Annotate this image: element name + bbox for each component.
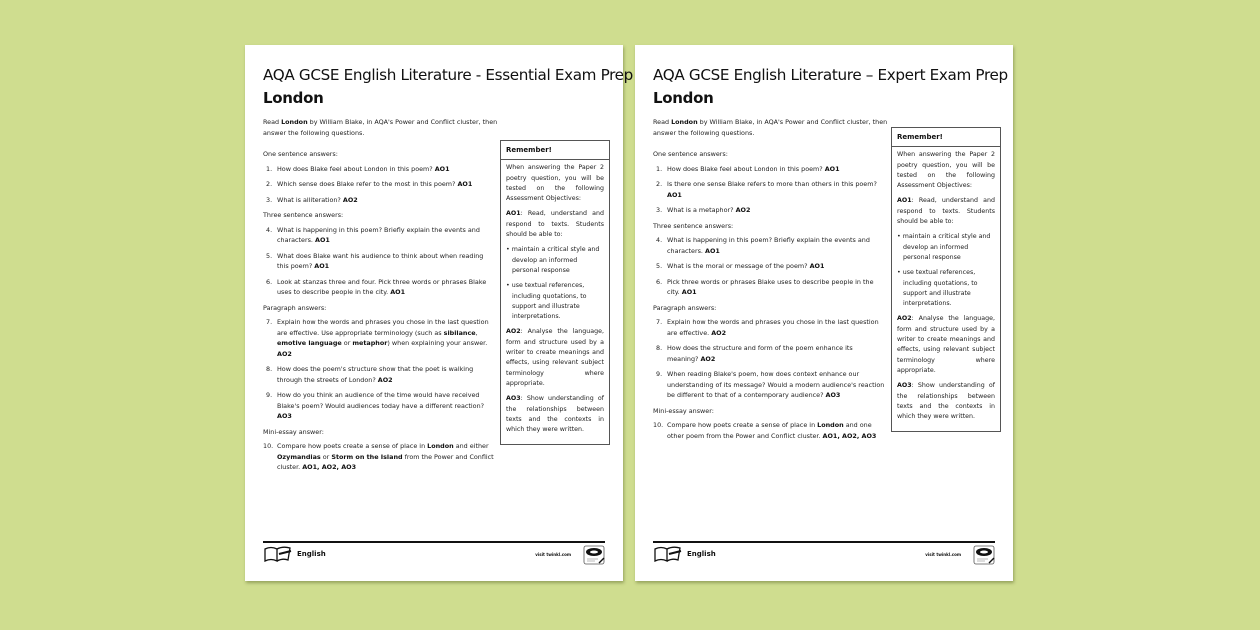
remember-heading: Remember! <box>501 141 609 160</box>
footer-site-link[interactable]: visit twinkl.com <box>925 552 961 557</box>
worksheet-page-essential <box>245 45 633 581</box>
question-item: 10. Compare how poets create a sense of place in London and either Ozymandias or Storm on the Island from the Power and Conflict cluster. AO1, AO2, AO3 <box>263 442 494 471</box>
ao1-description: AO1: Read, understand and respond to texts. Students should be able to: <box>506 210 604 239</box>
question-item: 8. How does the structure and form of the poem enhance its meaning? AO2 <box>656 344 853 363</box>
section-heading: One sentence answers: <box>653 150 728 158</box>
section-heading: Paragraph answers: <box>263 303 327 312</box>
question-item: 1. How does Blake feel about London in this poem? AO1 <box>656 164 840 173</box>
question-item: 10. Compare how poets create a sense of place in London and one other poem from the Power and Conflict cluster. AO1, AO2, AO3 <box>653 421 877 440</box>
question-item: 9. When reading Blake's poem, how does context enhance our understanding of its message? Would a modern audience's reaction be different to that of a contemporary audience? AO3 <box>656 370 885 399</box>
question-item: 2. Which sense does Blake refer to the most in this poem? AO1 <box>266 180 473 188</box>
bullet-item: • maintain a critical style and develop an informed personal response <box>506 246 600 274</box>
page-title: AQA GCSE English Literature - Essential Exam Prep <box>263 66 633 84</box>
section-heading: One sentence answers: <box>263 150 338 158</box>
section-heading: Three sentence answers: <box>653 221 734 230</box>
section-heading: Mini-essay answer: <box>653 406 714 415</box>
bullet-item: • use textual references, including quotations, to support and illustrate interpretations. <box>506 282 587 321</box>
question-item: 4. What is happening in this poem? Briefly explain the events and characters. AO1 <box>656 236 870 255</box>
bullet-item: • use textual references, including quotations, to support and illustrate interpretations. <box>897 269 978 308</box>
question-item: 5. What does Blake want his audience to think about when reading this poem? AO1 <box>266 251 484 270</box>
ao3-description: AO3: Show understanding of the relationships between texts and the contexts in which they were written. <box>506 395 604 434</box>
footer-divider <box>263 541 605 543</box>
open-book-icon <box>263 545 293 563</box>
question-item: 8. How does the poem's structure show that the poet is walking through the streets of London? AO2 <box>266 365 474 384</box>
remember-box <box>500 140 610 445</box>
question-item: 5. What is the moral or message of the poem? AO1 <box>656 262 825 270</box>
question-list <box>653 145 885 446</box>
question-item: 9. How do you think an audience of the time would have received Blake's poem? Would audiences today have a different reaction? AO3 <box>266 391 485 420</box>
question-item: 3. What is alliteration? AO2 <box>266 195 358 204</box>
question-list <box>263 145 495 478</box>
footer-subject: English <box>687 550 716 558</box>
page-subtitle: London <box>263 89 324 107</box>
remember-heading: Remember! <box>892 128 1000 147</box>
twinkl-badge-icon <box>583 545 605 565</box>
bullet-item: • maintain a critical style and develop an informed personal response <box>897 233 991 261</box>
open-book-icon <box>653 545 683 563</box>
footer-subject: English <box>297 550 326 558</box>
ao2-description: AO2: Analyse the language, form and structure used by a writer to create meanings and effects, using relevant subject terminology where appropriate. <box>897 315 995 374</box>
footer-site-link[interactable]: visit twinkl.com <box>535 552 571 557</box>
ao1-bullets <box>897 232 995 309</box>
section-heading: Paragraph answers: <box>653 303 717 312</box>
section-heading: Three sentence answers: <box>263 211 344 219</box>
remember-intro: When answering the Paper 2 poetry question, you will be tested on the following Assessment Objectives: <box>897 151 995 190</box>
question-item: 4. What is happening in this poem? Briefly explain the events and characters. AO1 <box>266 225 480 244</box>
twinkl-badge-icon <box>973 545 995 565</box>
question-item: 6. Pick three words or phrases Blake uses to describe people in the city. AO1 <box>656 277 874 296</box>
question-item: 3. What is a metaphor? AO2 <box>656 206 751 214</box>
intro-text: Read London by William Blake, in AQA's Power and Conflict cluster, then answer the following questions. <box>263 118 498 137</box>
ao2-description: AO2: Analyse the language, form and structure used by a writer to create meanings and effects, using relevant subject terminology where appropriate. <box>506 328 604 387</box>
question-item: 7. Explain how the words and phrases you chose in the last question are effective. AO2 <box>656 318 879 337</box>
intro-text: Read London by William Blake, in AQA's Power and Conflict cluster, then answer the following questions. <box>653 118 888 137</box>
remember-box <box>891 127 1001 432</box>
ao3-description: AO3: Show understanding of the relationships between texts and the contexts in which they were written. <box>897 382 995 421</box>
section-heading: Mini-essay answer: <box>263 427 324 436</box>
page-title: AQA GCSE English Literature – Expert Exam Prep <box>653 66 1008 84</box>
ao1-bullets <box>506 245 604 322</box>
ao1-description: AO1: Read, understand and respond to texts. Students should be able to: <box>897 197 995 226</box>
question-item: 6. Look at stanzas three and four. Pick three words or phrases Blake uses to describe people in the city. AO1 <box>266 277 487 296</box>
worksheet-page-expert <box>635 45 1013 581</box>
question-item: 2. Is there one sense Blake refers to more than others in this poem? AO1 <box>656 180 877 199</box>
remember-intro: When answering the Paper 2 poetry question, you will be tested on the following Assessment Objectives: <box>506 164 604 203</box>
page-subtitle: London <box>653 89 714 107</box>
question-item: 1. How does Blake feel about London in this poem? AO1 <box>266 164 450 173</box>
question-item: 7. Explain how the words and phrases you chose in the last question are effective. Use appropriate terminology (such as sibilance, emotive language or metaphor) when explaining your answer. AO2 <box>266 318 489 358</box>
footer-divider <box>653 541 995 543</box>
